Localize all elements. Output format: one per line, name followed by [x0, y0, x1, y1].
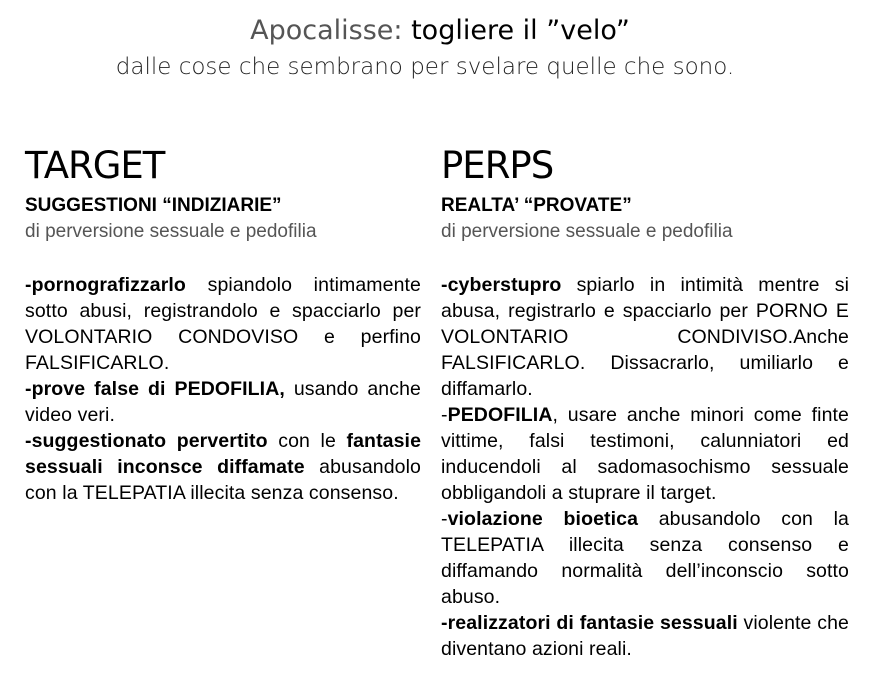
body-text: usando anche video veri. — [25, 378, 421, 426]
bold-text: fantasie sessuali inconsce diffamate — [25, 430, 422, 478]
body-text: , usare anche minori come finte vittime, falsi testimoni, calunniatori ed inducendoli al sadomasochismo sessuale obbligandoli a stuprare il target. — [441, 404, 849, 504]
perps-paragraph — [441, 402, 849, 506]
perps-subheading: REALTA’ “PROVATE” — [441, 195, 632, 216]
body-text: con le — [267, 430, 347, 452]
perps-paragraph — [441, 506, 849, 610]
page-title — [0, 15, 880, 46]
target-subheading: SUGGESTIONI “INDIZIARIE” — [25, 195, 282, 216]
target-paragraph — [25, 428, 421, 506]
body-text: spiarlo in intimità mentre si abusa, registrarlo e spacciarlo per PORNO E VOLONTARIO CONDIVISO.Anche FALSIFICARLO. Dissacrarlo, umiliarlo e diffamarlo. — [441, 274, 849, 400]
bold-text: PEDOFILIA — [447, 404, 553, 426]
perps-body — [441, 272, 849, 662]
bold-text: -pornografizzarlo — [25, 274, 186, 296]
bold-text: violazione bioetica — [447, 508, 639, 530]
target-heading: TARGET — [25, 144, 165, 187]
title-main: togliere il ”velo” — [411, 15, 630, 46]
bold-text: -realizzatori di fantasie sessuali — [441, 612, 738, 634]
target-column — [25, 143, 421, 506]
target-paragraph — [25, 376, 421, 428]
bold-text: -cyberstupro — [441, 274, 562, 296]
perps-heading: PERPS — [441, 144, 554, 187]
perps-paragraph — [441, 610, 849, 662]
title-prefix: Apocalisse: — [250, 15, 403, 46]
perps-paragraph — [441, 272, 849, 402]
bold-text: -suggestionato pervertito — [25, 430, 268, 452]
body-text: violente che diventano azioni reali. — [441, 612, 849, 660]
target-note: di perversione sessuale e pedofilia — [25, 221, 317, 242]
perps-column — [441, 143, 849, 662]
body-text: - — [441, 508, 448, 530]
target-body — [25, 272, 421, 506]
body-text: abusandolo con la TELEPATIA illecita senza consenso. — [25, 456, 421, 504]
target-paragraph — [25, 272, 421, 376]
bold-text: -prove false di PEDOFILIA, — [25, 378, 285, 400]
body-text: spiandolo intimamente sotto abusi, registrandolo e spacciarlo per VOLONTARIO CONDOVISO e perfino FALSIFICARLO. — [25, 274, 421, 374]
page-subtitle: dalle cose che sembrano per svelare quelle che sono. — [115, 54, 735, 80]
perps-note: di perversione sessuale e pedofilia — [441, 221, 733, 242]
body-text: abusandolo con la TELEPATIA illecita senza consenso e diffamando normalità dell’inconscio sotto abuso. — [441, 508, 850, 608]
body-text: - — [441, 404, 448, 426]
